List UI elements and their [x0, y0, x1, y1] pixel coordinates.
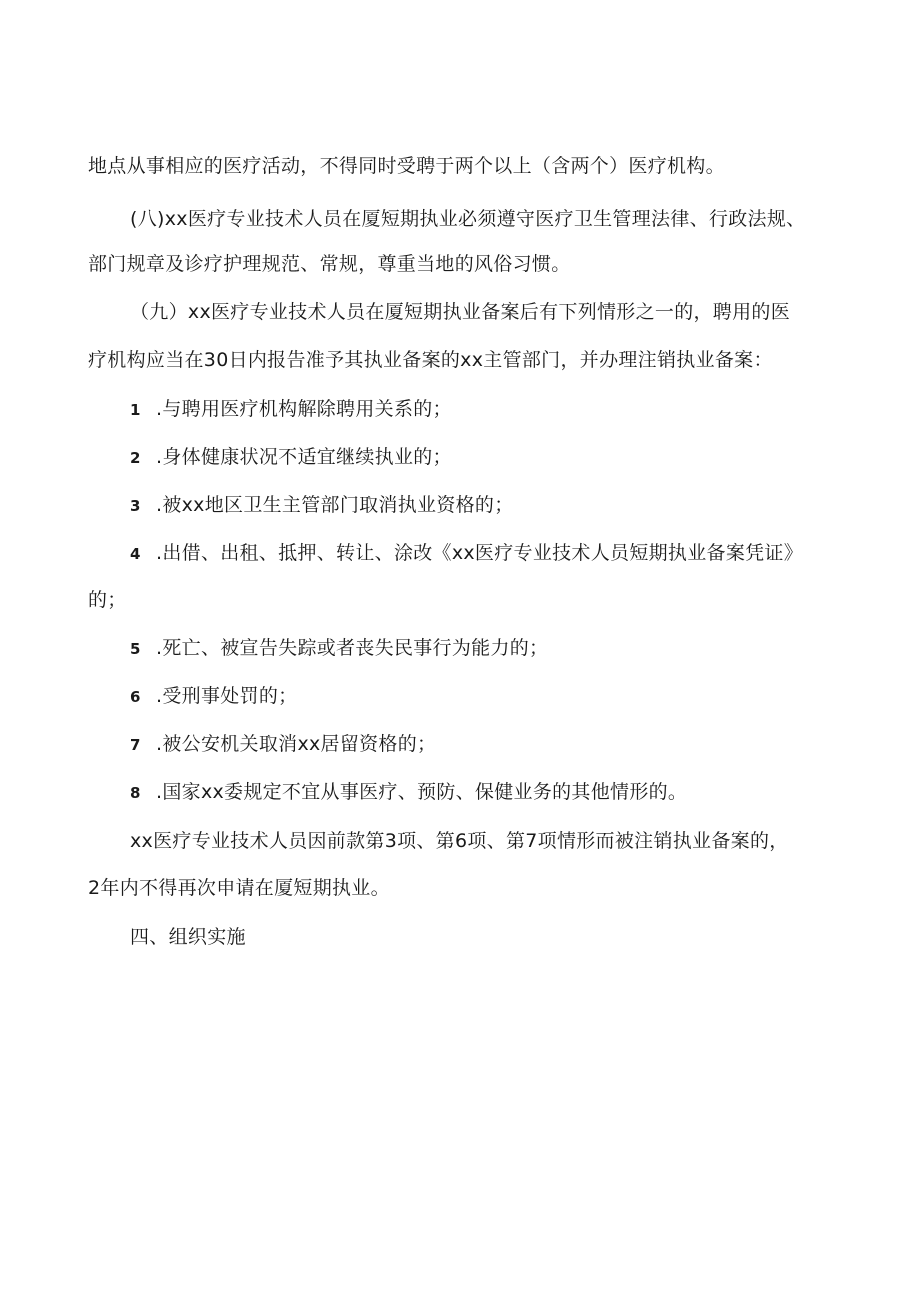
list-item-number: 5 [130, 640, 141, 658]
list-item-number: 1 [130, 401, 141, 419]
closing-line: 2年内不得再次申请在厦短期执业。 [88, 877, 390, 899]
list-item-number: 4 [130, 545, 141, 563]
paragraph-line: 疗机构应当在30日内报告准予其执业备案的xx主管部门，并办理注销执业备案： [88, 349, 773, 371]
list-item [130, 397, 890, 422]
closing-line: xx医疗专业技术人员因前款第3项、第6项、第7项情形而被注销执业备案的， [130, 830, 789, 852]
list-item-text: .被公安机关取消xx居留资格的； [156, 733, 437, 755]
list-item-number: 2 [130, 449, 141, 467]
list-item-text: .身体健康状况不适宜继续执业的； [156, 446, 452, 468]
section-heading: 四、组织实施 [130, 926, 246, 948]
list-item [130, 684, 890, 709]
list-item [130, 636, 890, 661]
list-item-text: .受刑事处罚的； [156, 685, 298, 707]
paragraph-line: (八)xx医疗专业技术人员在厦短期执业必须遵守医疗卫生管理法律、行政法规、 [130, 208, 806, 230]
list-item-number: 8 [130, 784, 141, 802]
list-item-text: .被xx地区卫生主管部门取消执业资格的； [156, 494, 514, 516]
list-item [130, 732, 890, 757]
list-item [130, 780, 890, 805]
paragraph-line: （九）xx医疗专业技术人员在厦短期执业备案后有下列情形之一的，聘用的医 [130, 301, 790, 323]
list-item-number: 6 [130, 688, 141, 706]
list-item [130, 445, 890, 470]
list-item-text: .死亡、被宣告失踪或者丧失民事行为能力的； [156, 637, 549, 659]
list-item-text: .国家xx委规定不宜从事医疗、预防、保健业务的其他情形的。 [156, 781, 688, 803]
list-item-text: .出借、出租、抵押、转让、涂改《xx医疗专业技术人员短期执业备案凭证》 [156, 542, 804, 564]
paragraph-line: 地点从事相应的医疗活动，不得同时受聘于两个以上（含两个）医疗机构。 [88, 155, 725, 177]
paragraph-line: 部门规章及诊疗护理规范、常规，尊重当地的风俗习惯。 [88, 253, 571, 275]
list-item-text: .与聘用医疗机构解除聘用关系的； [156, 398, 452, 420]
list-item-number: 3 [130, 497, 141, 515]
list-item-number: 7 [130, 736, 141, 754]
list-item [130, 541, 890, 566]
list-item [130, 493, 890, 518]
list-item-continuation: 的； [88, 589, 127, 611]
